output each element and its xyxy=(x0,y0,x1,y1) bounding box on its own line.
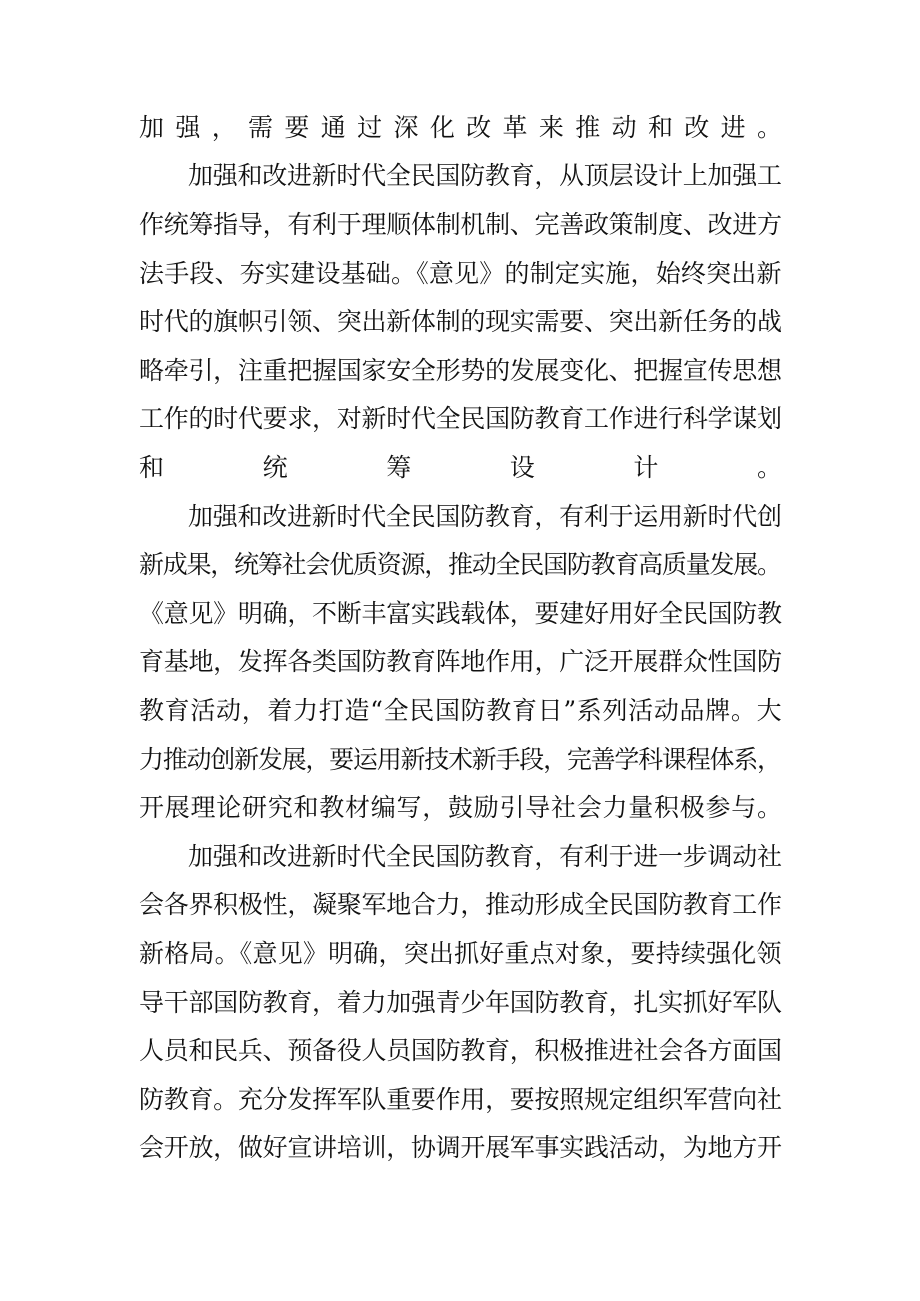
text-line: 防教育。充分发挥军队重要作用，要按照规定组织军营向社 xyxy=(139,1085,782,1114)
text-line: 会开放，做好宣讲培训，协调开展军事实践活动，为地方开 xyxy=(139,1133,782,1162)
text-line: 《意见》明确，不断丰富实践载体，要建好用好全民国防教 xyxy=(139,599,782,628)
text-line: 新成果，统筹社会优质资源，推动全民国防教育高质量发展。 xyxy=(139,550,781,579)
text-line: 教育活动，着力打造“全民国防教育日”系列活动品牌。大 xyxy=(139,696,783,725)
text-line: 工作的时代要求，对新时代全民国防教育工作进行科学谋划 xyxy=(139,404,782,433)
text-line: 作统筹指导，有利于理顺体制机制、完善政策制度、改进方 xyxy=(139,210,782,239)
text-line: 时代的旗帜引领、突出新体制的现实需要、突出新任务的战 xyxy=(139,307,782,336)
text-line: 会各界积极性，凝聚军地合力，推动形成全民国防教育工作 xyxy=(139,890,782,919)
text-line: 和统筹设计。 xyxy=(139,453,881,482)
text-line: 加强和改进新时代全民国防教育，从顶层设计上加强工 xyxy=(188,161,782,190)
text-line: 加强，需要通过深化改革来推动和改进。 xyxy=(139,113,794,142)
text-line: 导干部国防教育，着力加强青少年国防教育，扎实抓好军队 xyxy=(139,988,782,1017)
text-line: 育基地，发挥各类国防教育阵地作用，广泛开展群众性国防 xyxy=(139,647,782,676)
text-line: 人员和民兵、预备役人员国防教育，积极推进社会各方面国 xyxy=(139,1036,782,1065)
text-line: 加强和改进新时代全民国防教育，有利于进一步调动社 xyxy=(188,842,782,871)
text-line: 加强和改进新时代全民国防教育，有利于运用新时代创 xyxy=(188,502,782,531)
text-line: 开展理论研究和教材编写，鼓励引导社会力量积极参与。 xyxy=(139,793,783,822)
text-line: 力推动创新发展，要运用新技术新手段，完善学科课程体系， xyxy=(139,745,781,774)
text-line: 法手段、夯实建设基础。《意见》的制定实施，始终突出新 xyxy=(139,259,782,288)
text-line: 新格局。《意见》明确，突出抓好重点对象，要持续强化领 xyxy=(139,939,782,968)
text-line: 略牵引，注重把握国家安全形势的发展变化、把握宣传思想 xyxy=(139,356,782,385)
